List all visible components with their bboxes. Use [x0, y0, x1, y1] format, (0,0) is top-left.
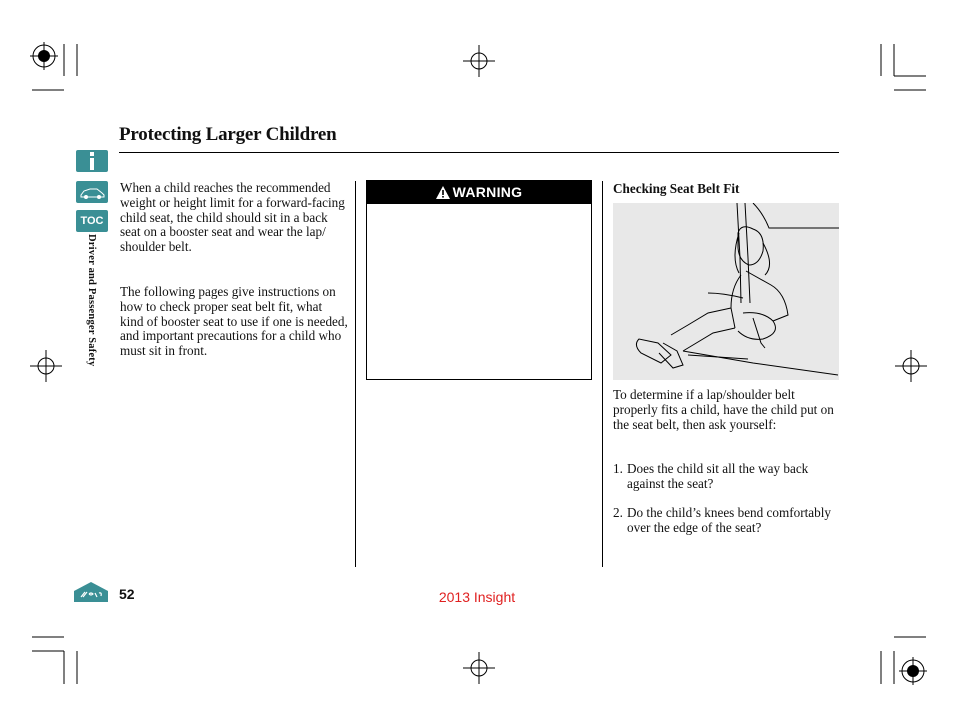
- car-button[interactable]: [76, 181, 108, 203]
- section-label: Driver and Passenger Safety: [86, 234, 97, 367]
- list-item-number: 1.: [613, 461, 623, 476]
- model-footer: 2013 Insight: [438, 589, 516, 605]
- info-button[interactable]: [76, 150, 108, 172]
- section-heading: Checking Seat Belt Fit: [613, 181, 740, 196]
- page-title: Protecting Larger Children: [119, 124, 337, 145]
- list-item-text: Do the child’s knees bend comfortably over the edge of the seat?: [627, 505, 831, 535]
- toc-button[interactable]: TOC: [76, 210, 108, 232]
- intro-paragraph: When a child reaches the recommended weight or height limit for a forward-facing child seat, the child should sit in a back seat on a booster seat and wear the lap/ shoulder belt.: [120, 180, 345, 255]
- list-item-text: Does the child sit all the way back against the seat?: [627, 461, 809, 491]
- warning-triangle-icon: [436, 186, 450, 199]
- warning-box: [366, 180, 592, 380]
- car-icon: [76, 181, 108, 203]
- warning-label: WARNING: [452, 184, 523, 200]
- fit-check-paragraph: To determine if a lap/shoulder belt properly fits a child, have the child put on the seat belt, then ask yourself:: [613, 387, 834, 432]
- instructions-paragraph: The following pages give instructions on how to check proper seat belt fit, what kind of booster seat to use if one is needed, and important precautions for a child who must sit in front.: [120, 284, 348, 359]
- column-divider-left: [355, 181, 356, 567]
- title-rule: [119, 152, 839, 153]
- child-seat-belt-illustration: [613, 203, 839, 380]
- page-number: 52: [119, 586, 135, 602]
- warning-header: [367, 181, 591, 204]
- home-icon[interactable]: [73, 581, 109, 603]
- list-item-number: 2.: [613, 505, 623, 520]
- info-icon: [88, 152, 96, 170]
- column-divider-right: [602, 181, 603, 567]
